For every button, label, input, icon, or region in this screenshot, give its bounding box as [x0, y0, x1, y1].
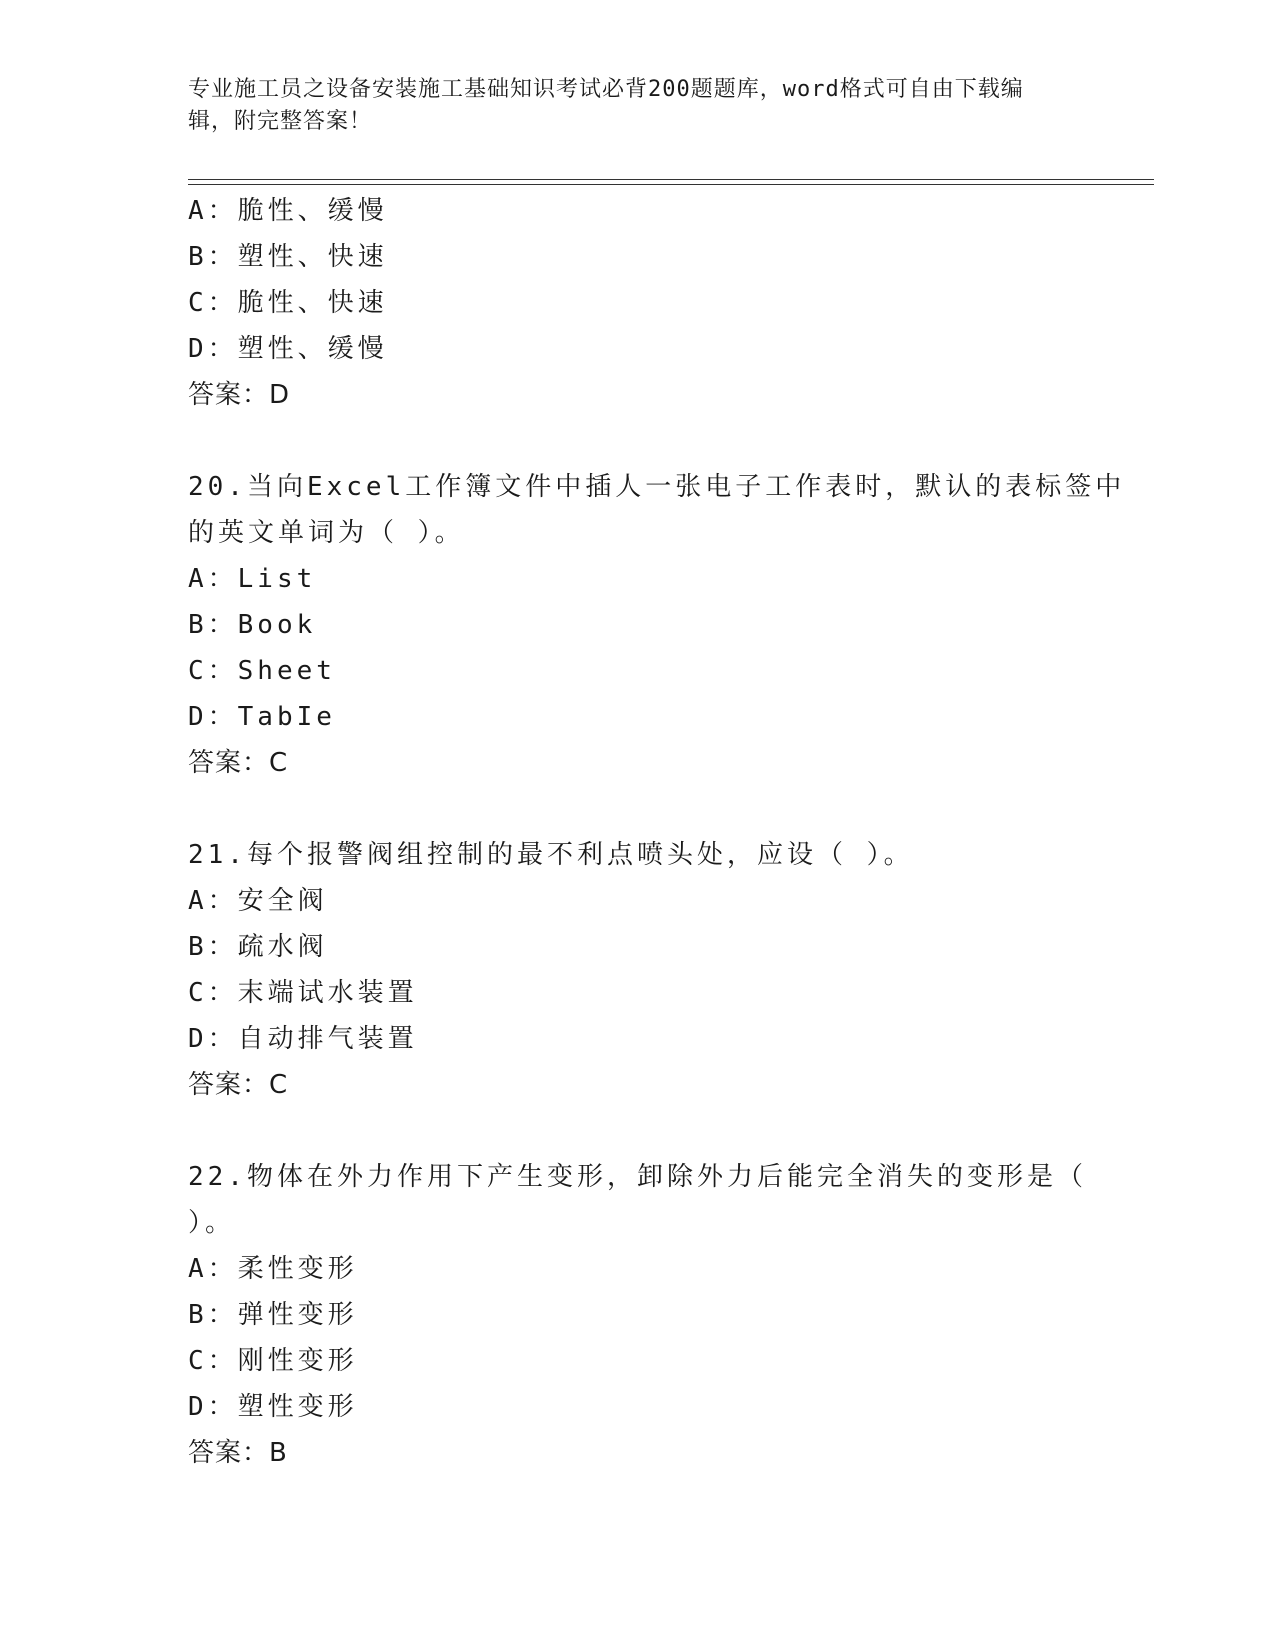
question-spacer	[188, 1108, 1088, 1154]
header-divider-top	[188, 179, 1154, 180]
answer-line: 答案：C	[188, 748, 289, 778]
option-d: D：自动排气装置	[188, 1024, 418, 1054]
question-spacer	[188, 786, 1088, 832]
option-c: C：Sheet	[188, 656, 336, 686]
question-text-line: 21.每个报警阀组控制的最不利点喷头处，应设（ ）。	[188, 840, 914, 870]
question-text-line: 20.当向Excel工作簿文件中插人一张电子工作表时，默认的表标签中	[188, 472, 1126, 502]
option-d: D：塑性变形	[188, 1392, 358, 1422]
option-b: B：疏水阀	[188, 932, 328, 962]
question-spacer	[188, 418, 1088, 464]
option-c: C：末端试水装置	[188, 978, 418, 1008]
question-19-continued	[188, 188, 1088, 418]
answer-line: 答案：C	[188, 1070, 289, 1100]
question-20	[188, 464, 1126, 786]
option-d: D：TabIe	[188, 702, 336, 732]
option-b: B：弹性变形	[188, 1300, 358, 1330]
question-list	[188, 188, 1126, 1476]
header-divider-bottom	[188, 184, 1154, 185]
option-a: A：柔性变形	[188, 1254, 358, 1284]
question-21	[188, 832, 1088, 1108]
answer-line: 答案：D	[188, 380, 291, 410]
question-22	[188, 1154, 1088, 1476]
answer-line: 答案：B	[188, 1438, 288, 1468]
option-b: B：Book	[188, 610, 317, 640]
option-a: A：脆性、缓慢	[188, 196, 388, 226]
option-a: A：安全阀	[188, 886, 328, 916]
option-c: C：脆性、快速	[188, 288, 388, 318]
document-header-title: 专业施工员之设备安装施工基础知识考试必背200题题库，word格式可自由下载编辑，附完整答案！	[188, 77, 1024, 134]
question-text-line: ）。	[188, 1208, 236, 1238]
option-a: A：List	[188, 564, 317, 594]
question-text-line: 22.物体在外力作用下产生变形，卸除外力后能完全消失的变形是（	[188, 1162, 1087, 1192]
option-c: C：刚性变形	[188, 1346, 358, 1376]
option-d: D：塑性、缓慢	[188, 334, 388, 364]
option-b: B：塑性、快速	[188, 242, 388, 272]
question-text-line: 的英文单词为（ ）。	[188, 518, 465, 548]
